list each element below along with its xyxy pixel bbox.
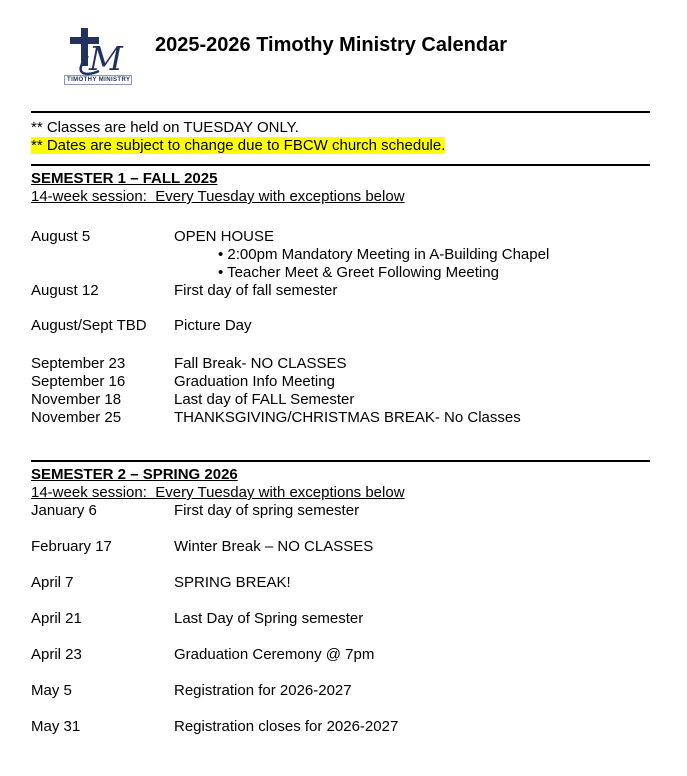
highlighted-note-text: ** Dates are subject to change due to FBCW church schedule. xyxy=(31,137,446,154)
event-date: August 12 xyxy=(31,282,99,299)
divider-semester-1 xyxy=(31,164,650,166)
event-description: SPRING BREAK! xyxy=(174,574,291,591)
event-date: May 5 xyxy=(31,682,72,699)
event-date: August/Sept TBD xyxy=(31,317,147,334)
event-bullet: • 2:00pm Mandatory Meeting in A-Building Chapel xyxy=(218,246,550,263)
event-description: First day of fall semester xyxy=(174,282,338,299)
event-row xyxy=(31,282,650,300)
event-date: August 5 xyxy=(31,228,91,245)
timothy-ministry-logo xyxy=(64,27,132,85)
event-date: November 25 xyxy=(31,409,122,426)
event-row xyxy=(31,355,650,373)
event-description: Graduation Ceremony @ 7pm xyxy=(174,646,375,663)
event-date: April 21 xyxy=(31,610,82,627)
event-row xyxy=(31,228,650,246)
event-description: OPEN HOUSE xyxy=(174,228,275,245)
event-description: Registration closes for 2026-2027 xyxy=(174,718,399,735)
event-description: THANKSGIVING/CHRISTMAS BREAK- No Classes xyxy=(174,409,521,426)
event-date: April 23 xyxy=(31,646,82,663)
event-row xyxy=(31,682,650,700)
divider-semester-2 xyxy=(31,460,650,462)
event-description: Last day of FALL Semester xyxy=(174,391,355,408)
event-row xyxy=(31,409,650,427)
semester-1-events xyxy=(31,228,650,427)
semester-1-subheading: 14-week session: Every Tuesday with exceptions below xyxy=(31,188,405,205)
cross-monogram-icon xyxy=(65,27,131,77)
svg-text:M: M xyxy=(89,39,123,77)
event-row xyxy=(31,391,650,409)
event-description: First day of spring semester xyxy=(174,502,360,519)
note-dates-subject-to-change xyxy=(31,137,650,155)
event-description: Registration for 2026-2027 xyxy=(174,682,352,699)
event-row xyxy=(31,317,650,335)
event-description: Fall Break- NO CLASSES xyxy=(174,355,347,372)
notes-block xyxy=(31,113,650,164)
page-title: 2025-2026 Timothy Ministry Calendar xyxy=(155,34,507,56)
event-row xyxy=(31,718,650,736)
event-date: April 7 xyxy=(31,574,74,591)
event-description: Picture Day xyxy=(174,317,252,334)
event-date: September 23 xyxy=(31,355,126,372)
semester-2-events xyxy=(31,502,650,736)
event-row xyxy=(31,646,650,664)
event-date: February 17 xyxy=(31,538,112,555)
note-classes-tuesday xyxy=(31,119,650,137)
document-body xyxy=(31,111,650,736)
semester-1-section xyxy=(31,170,650,427)
event-description: Graduation Info Meeting xyxy=(174,373,335,390)
event-row xyxy=(31,538,650,556)
event-row xyxy=(31,373,650,391)
event-bullet: • Teacher Meet & Greet Following Meeting xyxy=(218,264,499,281)
document-header xyxy=(0,0,687,111)
event-date: May 31 xyxy=(31,718,81,735)
event-row xyxy=(31,574,650,592)
event-date: November 18 xyxy=(31,391,122,408)
event-row xyxy=(31,610,650,628)
note-text: ** Classes are held on TUESDAY ONLY. xyxy=(31,119,299,136)
event-description: Winter Break – NO CLASSES xyxy=(174,538,374,555)
semester-2-section xyxy=(31,466,650,736)
semester-2-heading: SEMESTER 2 – SPRING 2026 xyxy=(31,466,238,483)
event-date: September 16 xyxy=(31,373,126,390)
event-date: January 6 xyxy=(31,502,97,519)
event-row xyxy=(31,502,650,520)
semester-2-subheading: 14-week session: Every Tuesday with exceptions below xyxy=(31,484,405,501)
semester-1-heading: SEMESTER 1 – FALL 2025 xyxy=(31,170,218,187)
logo-caption: TIMOTHY MINISTRY xyxy=(64,75,132,85)
event-description: Last Day of Spring semester xyxy=(174,610,364,627)
